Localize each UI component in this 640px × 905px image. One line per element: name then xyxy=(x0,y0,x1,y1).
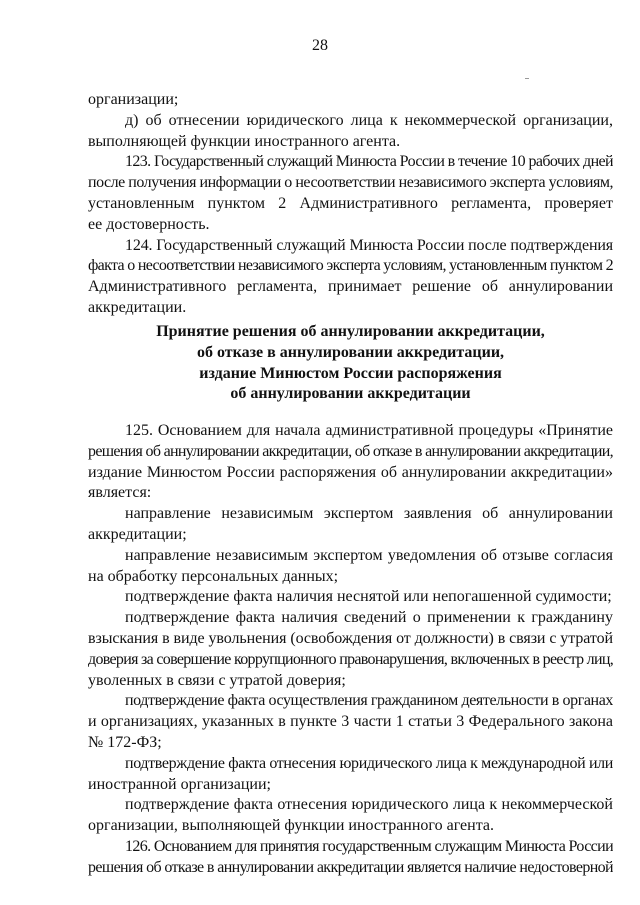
text-line: 126. Основанием для принятия государственным служащим Минюста России xyxy=(125,837,613,855)
text-line: является: xyxy=(88,484,152,502)
text-block-paragraphs-122-124 xyxy=(88,90,613,319)
text-line: взыскания в виде увольнения (освобождения от должности) в связи с утратой xyxy=(88,629,613,647)
heading-line: об аннулировании аккредитации xyxy=(230,385,471,403)
text-line: решения об отказе в аннулировании аккредитации является наличие недостоверной xyxy=(88,858,613,876)
scan-speck xyxy=(525,78,529,79)
text-line: ее достоверность. xyxy=(88,215,210,233)
text-line: доверия за совершение коррупционного правонарушения, включенных в реестр лиц, xyxy=(88,650,613,668)
text-line: факта о несоответствии независимого эксперта условиям, установленным пунктом 2 xyxy=(88,257,613,275)
text-line: подтверждение факта отнесения юридического лица к международной или xyxy=(125,754,613,772)
heading-line: Принятие решения об аннулировании аккредитации, xyxy=(156,323,545,340)
text-line: подтверждение факта наличия сведений о применении к гражданину xyxy=(125,609,613,627)
text-line: д) об отнесении юридического лица к некоммерческой организации, xyxy=(125,111,613,129)
text-line: направление независимым экспертом уведомления об отзыве согласия xyxy=(125,546,613,564)
text-line: 124. Государственный служащий Минюста России после подтверждения xyxy=(125,236,613,254)
text-line: Административного регламента, принимает решение об аннулировании xyxy=(88,278,613,296)
text-line: на обработку персональных данных; xyxy=(88,567,339,585)
text-line: организации, выполняющей функции иностранного агента. xyxy=(88,817,494,835)
text-line: 125. Основанием для начала административной процедуры «Принятие xyxy=(125,422,613,439)
text-block-paragraphs-125-126 xyxy=(88,421,613,879)
text-line: направление независимым экспертом заявления об аннулировании xyxy=(125,505,613,523)
text-line: после получения информации о несоответствии независимого эксперта условиям, xyxy=(88,174,613,192)
text-line: уволенных в связи с утратой доверия; xyxy=(88,671,346,689)
text-line: подтверждение факта отнесения юридического лица к некоммерческой xyxy=(125,796,613,814)
text-line: решения об аннулировании аккредитации, об отказе в аннулировании аккредитации, xyxy=(88,442,613,460)
text-line: подтверждение факта наличия неснятой или непогашенной судимости; xyxy=(125,588,612,606)
text-line: аккредитации; xyxy=(88,525,187,543)
text-line: организации; xyxy=(88,91,179,108)
heading-line: издание Минюстом России распоряжения xyxy=(199,364,502,382)
text-line: издание Минюстом России распоряжения об аннулировании аккредитации» xyxy=(88,463,613,481)
text-line: иностранной организации; xyxy=(88,775,271,793)
text-line: и организациях, указанных в пункте 3 части 1 статьи 3 Федерального закона xyxy=(88,713,613,731)
text-line: выполняющей функции иностранного агента. xyxy=(88,132,401,150)
text-line: 123. Государственный служащий Минюста России в течение 10 рабочих дней xyxy=(125,153,613,171)
text-line: подтверждение факта осуществления гражданином деятельности в органах xyxy=(125,692,613,710)
page-number: 28 xyxy=(312,37,328,54)
text-line: установленным пунктом 2 Административного регламента, проверяет xyxy=(88,194,613,212)
text-line: аккредитации. xyxy=(88,298,187,316)
heading-line: об отказе в аннулировании аккредитации, xyxy=(196,343,505,361)
section-heading xyxy=(88,322,613,405)
text-line: № 172-ФЗ; xyxy=(88,733,162,751)
